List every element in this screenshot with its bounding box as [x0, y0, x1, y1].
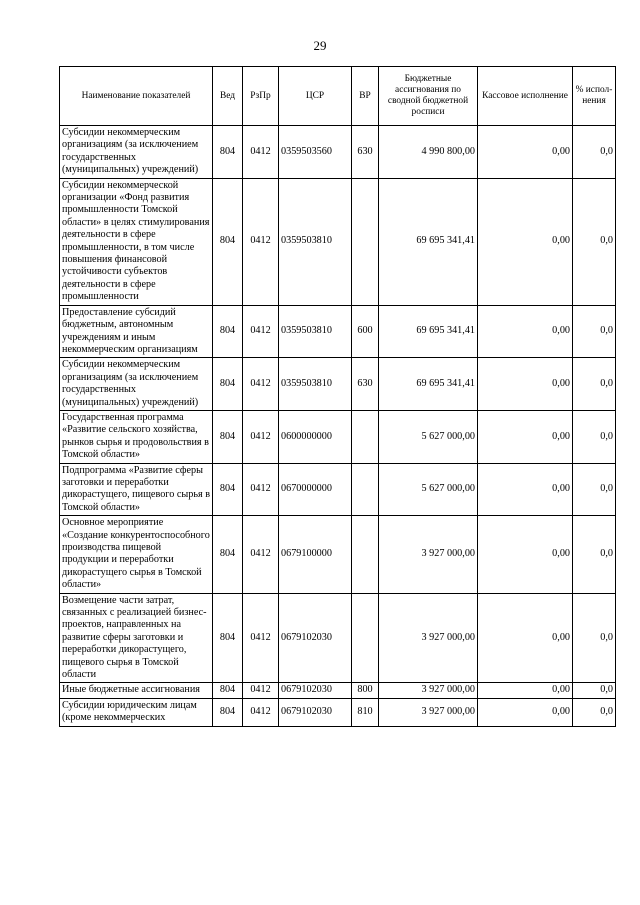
table-body — [60, 126, 616, 727]
row-cash: 0,00 — [478, 463, 573, 516]
row-name: Иные бюджетные ассигнования — [60, 683, 213, 698]
row-vr — [352, 410, 379, 463]
table-row — [60, 358, 616, 411]
row-ved: 804 — [213, 126, 243, 179]
row-rzpr: 0412 — [243, 410, 279, 463]
row-vr: 800 — [352, 683, 379, 698]
row-budget: 3 927 000,00 — [379, 683, 478, 698]
row-pct: 0,0 — [573, 410, 616, 463]
row-pct: 0,0 — [573, 516, 616, 593]
row-pct: 0,0 — [573, 358, 616, 411]
row-name: Возмещение части затрат, связанных с реализацией бизнес-проектов, направленных на развитие сферы заготовки и переработки дикорастущего, пищевого сырья в Томской области — [60, 593, 213, 683]
header-rzpr: РзПр — [243, 67, 279, 126]
row-csr: 0679102030 — [279, 683, 352, 698]
row-budget: 69 695 341,41 — [379, 358, 478, 411]
table-row — [60, 305, 616, 358]
row-csr: 0679100000 — [279, 516, 352, 593]
row-vr — [352, 178, 379, 305]
row-pct: 0,0 — [573, 698, 616, 726]
row-pct: 0,0 — [573, 683, 616, 698]
header-budget: Бюджетные ассигнования по сводной бюджетной росписи — [379, 67, 478, 126]
row-rzpr: 0412 — [243, 126, 279, 179]
row-csr: 0679102030 — [279, 698, 352, 726]
row-name: Подпрограмма «Развитие сферы заготовки и переработки дикорастущего, пищевого сырья в Томской области» — [60, 463, 213, 516]
row-pct: 0,0 — [573, 126, 616, 179]
table-row — [60, 178, 616, 305]
row-budget: 3 927 000,00 — [379, 516, 478, 593]
row-csr: 0679102030 — [279, 593, 352, 683]
table-row — [60, 593, 616, 683]
row-cash: 0,00 — [478, 683, 573, 698]
row-ved: 804 — [213, 305, 243, 358]
header-ved: Вед — [213, 67, 243, 126]
row-rzpr: 0412 — [243, 305, 279, 358]
row-vr: 630 — [352, 126, 379, 179]
row-ved: 804 — [213, 358, 243, 411]
row-vr — [352, 593, 379, 683]
row-name: Субсидии некоммерческим организациям (за исключением государственных (муниципальных) учреждений) — [60, 358, 213, 411]
row-name: Субсидии юридическим лицам (кроме некоммерческих — [60, 698, 213, 726]
row-name: Предоставление субсидий бюджетным, автономным учреждениям и иным некоммерческим организациям — [60, 305, 213, 358]
header-pct: % испол-нения — [573, 67, 616, 126]
row-csr: 0670000000 — [279, 463, 352, 516]
budget-execution-table — [59, 66, 616, 727]
row-vr: 600 — [352, 305, 379, 358]
row-rzpr: 0412 — [243, 178, 279, 305]
row-ved: 804 — [213, 410, 243, 463]
row-budget: 5 627 000,00 — [379, 463, 478, 516]
row-cash: 0,00 — [478, 698, 573, 726]
table-row — [60, 126, 616, 179]
row-rzpr: 0412 — [243, 698, 279, 726]
header-cash: Кассовое исполнение — [478, 67, 573, 126]
page-number: 29 — [313, 38, 327, 53]
table-row — [60, 516, 616, 593]
row-budget: 3 927 000,00 — [379, 698, 478, 726]
header-name: Наименование показателей — [60, 67, 213, 126]
row-budget: 4 990 800,00 — [379, 126, 478, 179]
row-cash: 0,00 — [478, 126, 573, 179]
table-row — [60, 463, 616, 516]
row-csr: 0359503560 — [279, 126, 352, 179]
row-cash: 0,00 — [478, 593, 573, 683]
row-csr: 0359503810 — [279, 358, 352, 411]
table-row — [60, 410, 616, 463]
row-vr: 630 — [352, 358, 379, 411]
row-pct: 0,0 — [573, 178, 616, 305]
row-ved: 804 — [213, 593, 243, 683]
header-csr: ЦСР — [279, 67, 352, 126]
row-name: Государственная программа «Развитие сельского хозяйства, рынков сырья и продовольствия в Томской области» — [60, 410, 213, 463]
row-budget: 69 695 341,41 — [379, 305, 478, 358]
row-vr — [352, 463, 379, 516]
row-pct: 0,0 — [573, 593, 616, 683]
row-budget: 5 627 000,00 — [379, 410, 478, 463]
row-csr: 0359503810 — [279, 305, 352, 358]
row-name: Субсидии некоммерческой организации «Фонд развития промышленности Томской области» в целях стимулирования деятельности в сфере промышленности, в том числе повышения финансовой устойчивости субъектов деятельности в сфере промышленности — [60, 178, 213, 305]
row-ved: 804 — [213, 463, 243, 516]
row-budget: 3 927 000,00 — [379, 593, 478, 683]
row-ved: 804 — [213, 698, 243, 726]
row-name: Основное мероприятие «Создание конкурентоспособного производства пищевой продукции и переработки дикорастущего сырья в Томской области» — [60, 516, 213, 593]
row-rzpr: 0412 — [243, 358, 279, 411]
row-rzpr: 0412 — [243, 463, 279, 516]
table-row — [60, 698, 616, 726]
row-ved: 804 — [213, 683, 243, 698]
row-vr — [352, 516, 379, 593]
row-cash: 0,00 — [478, 305, 573, 358]
row-vr: 810 — [352, 698, 379, 726]
row-name: Субсидии некоммерческим организациям (за исключением государственных (муниципальных) учреждений) — [60, 126, 213, 179]
table-header-row — [60, 67, 616, 126]
row-budget: 69 695 341,41 — [379, 178, 478, 305]
row-rzpr: 0412 — [243, 593, 279, 683]
row-ved: 804 — [213, 516, 243, 593]
row-pct: 0,0 — [573, 305, 616, 358]
row-pct: 0,0 — [573, 463, 616, 516]
row-cash: 0,00 — [478, 358, 573, 411]
row-cash: 0,00 — [478, 516, 573, 593]
row-rzpr: 0412 — [243, 683, 279, 698]
row-cash: 0,00 — [478, 178, 573, 305]
row-ved: 804 — [213, 178, 243, 305]
row-csr: 0600000000 — [279, 410, 352, 463]
row-rzpr: 0412 — [243, 516, 279, 593]
table-row — [60, 683, 616, 698]
row-cash: 0,00 — [478, 410, 573, 463]
header-vr: ВР — [352, 67, 379, 126]
row-csr: 0359503810 — [279, 178, 352, 305]
